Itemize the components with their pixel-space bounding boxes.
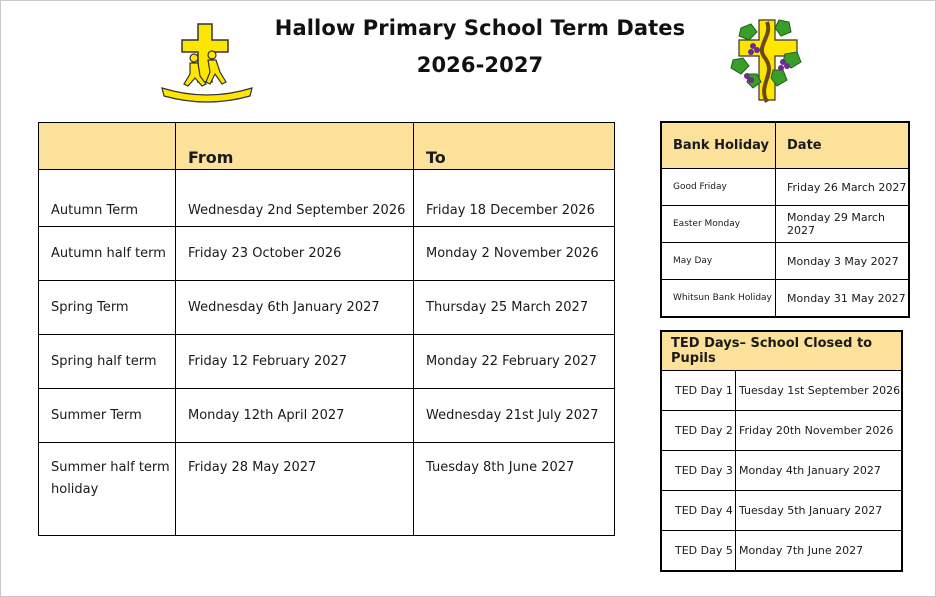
ted-day-label: TED Day 2 [662, 411, 736, 451]
ted-day-label: TED Day 1 [662, 371, 736, 411]
table-row [662, 206, 909, 243]
table-row [662, 491, 902, 531]
ted-table-header [662, 332, 902, 371]
table-row [662, 243, 909, 280]
term-to: Friday 18 December 2026 [414, 170, 615, 227]
header-date: Date [776, 123, 909, 169]
ted-title: TED Days– School Closed to Pupils [662, 332, 902, 371]
bank-holiday-table [661, 122, 909, 317]
term-name: Spring half term [39, 335, 176, 389]
bank-holiday-name: Easter Monday [662, 206, 776, 243]
ted-day-label: TED Day 3 [662, 451, 736, 491]
page-year: 2026-2027 [416, 53, 544, 77]
ted-day-label: TED Day 4 [662, 491, 736, 531]
term-name: Autumn half term [39, 227, 176, 281]
ted-days-table [661, 331, 902, 571]
table-row [662, 169, 909, 206]
header-from: From [176, 123, 414, 170]
bank-table-header [662, 123, 909, 169]
bank-holiday-name: Good Friday [662, 169, 776, 206]
table-row [662, 280, 909, 317]
table-row [662, 371, 902, 411]
bank-holiday-date: Monday 3 May 2027 [776, 243, 909, 280]
table-row [39, 281, 615, 335]
bank-holiday-name: Whitsun Bank Holiday [662, 280, 776, 317]
term-from: Wednesday 2nd September 2026 [176, 170, 414, 227]
term-name: Summer Term [39, 389, 176, 443]
ted-day-date: Monday 4th January 2027 [736, 451, 902, 491]
table-row [39, 443, 615, 536]
header-to: To [414, 123, 615, 170]
table-row [39, 227, 615, 281]
term-from: Wednesday 6th January 2027 [176, 281, 414, 335]
ted-day-date: Friday 20th November 2026 [736, 411, 902, 451]
term-from: Friday 23 October 2026 [176, 227, 414, 281]
term-to: Monday 2 November 2026 [414, 227, 615, 281]
bank-holiday-date: Monday 29 March 2027 [776, 206, 909, 243]
title-block [250, 16, 710, 77]
term-from: Friday 12 February 2027 [176, 335, 414, 389]
header-bank-holiday: Bank Holiday [662, 123, 776, 169]
term-to: Thursday 25 March 2027 [414, 281, 615, 335]
term-to: Monday 22 February 2027 [414, 335, 615, 389]
term-dates-table [38, 122, 615, 536]
bank-holiday-date: Monday 31 May 2027 [776, 280, 909, 317]
ted-day-date: Monday 7th June 2027 [736, 531, 902, 571]
term-to: Wednesday 21st July 2027 [414, 389, 615, 443]
term-name: Summer half term holiday [39, 443, 176, 536]
header-term [39, 123, 176, 170]
school-cross-logo [160, 22, 255, 108]
ted-day-date: Tuesday 5th January 2027 [736, 491, 902, 531]
term-name: Autumn Term [39, 170, 176, 227]
table-row [662, 531, 902, 571]
page-title: Hallow Primary School Term Dates [274, 16, 686, 40]
table-row [39, 335, 615, 389]
bank-holiday-date: Friday 26 March 2027 [776, 169, 909, 206]
term-table-header [39, 123, 615, 170]
ted-day-date: Tuesday 1st September 2026 [736, 371, 902, 411]
term-from: Monday 12th April 2027 [176, 389, 414, 443]
table-row [662, 411, 902, 451]
term-to: Tuesday 8th June 2027 [414, 443, 615, 536]
table-row [39, 389, 615, 443]
term-name: Spring Term [39, 281, 176, 335]
table-row [662, 451, 902, 491]
bank-holiday-name: May Day [662, 243, 776, 280]
term-from: Friday 28 May 2027 [176, 443, 414, 536]
table-row [39, 170, 615, 227]
vine-cross-logo [727, 14, 811, 110]
ted-day-label: TED Day 5 [662, 531, 736, 571]
